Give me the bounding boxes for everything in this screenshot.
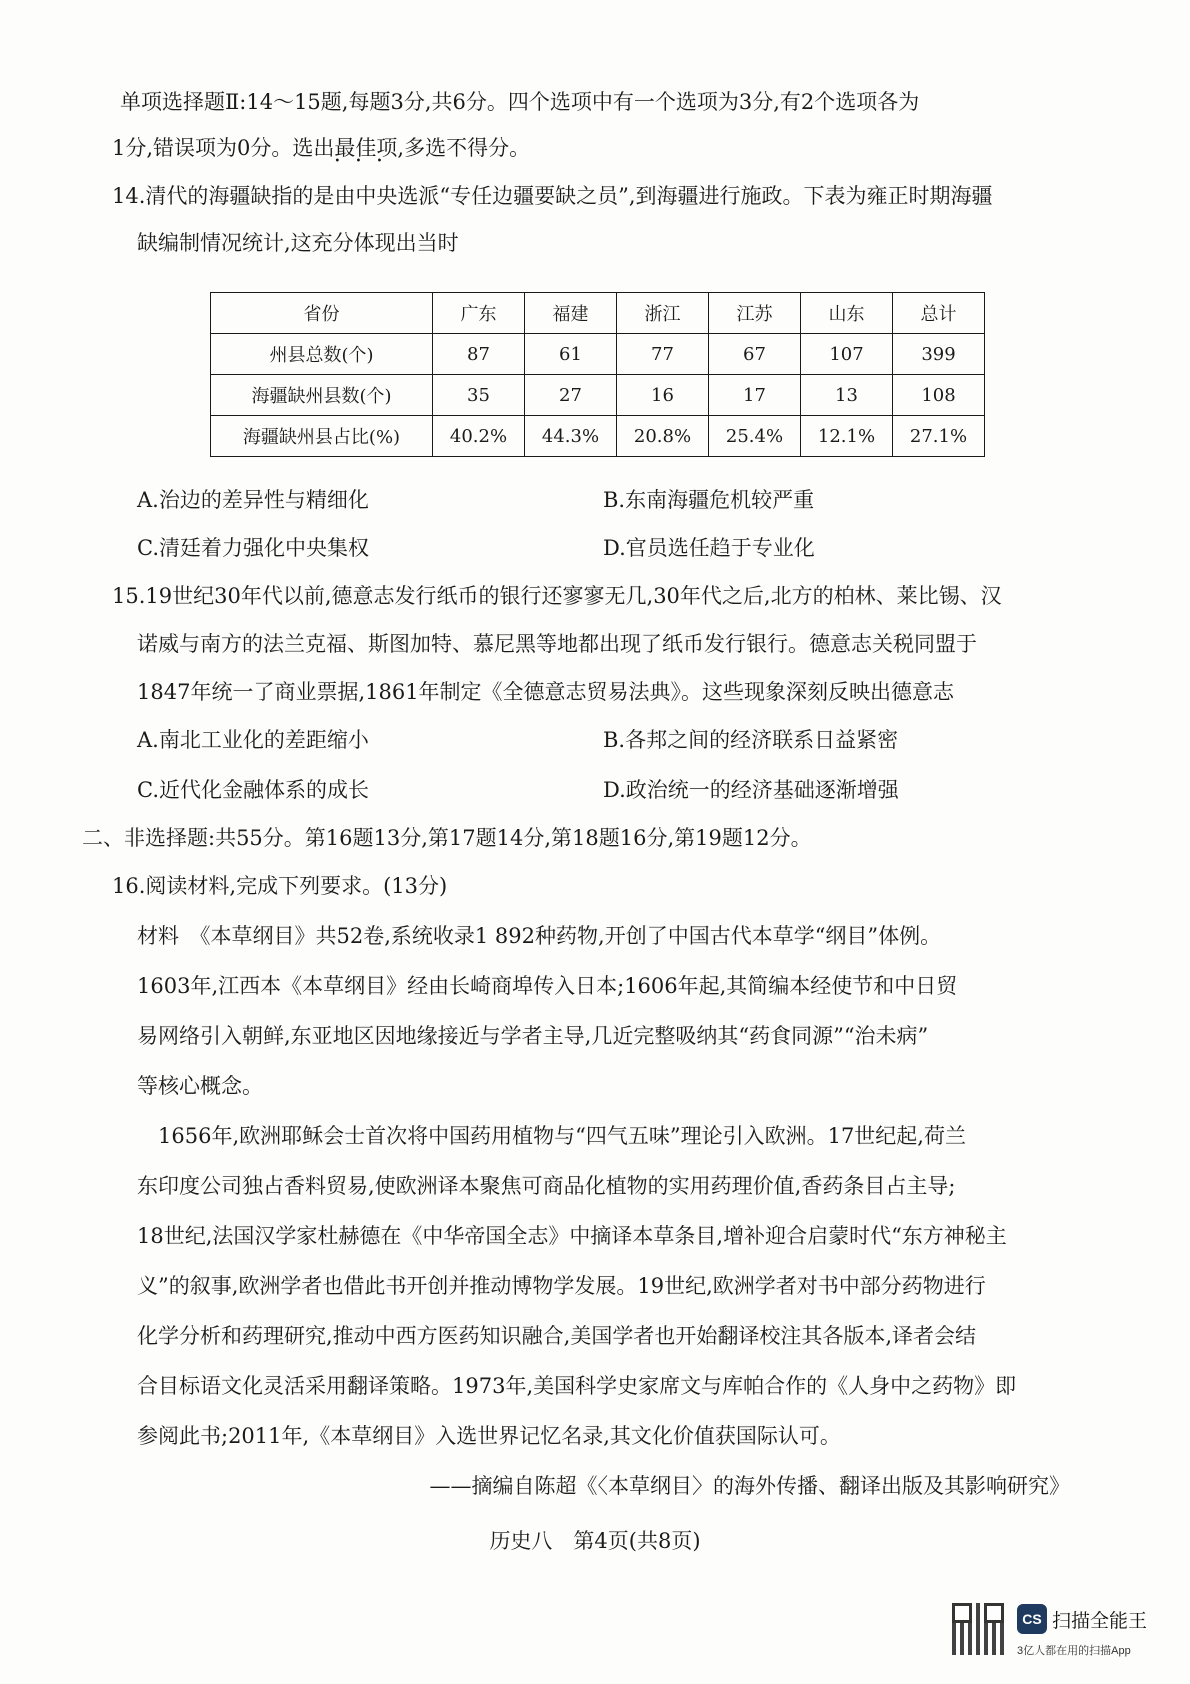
q14-stem-line-2: 缺编制情况统计,这充分体现出当时 [137, 231, 459, 255]
q15-option-d: D.政治统一的经济基础逐渐增强 [603, 778, 899, 802]
q14-option-d: D.官员选任趋于专业化 [603, 536, 815, 560]
table-cell: 35 [433, 375, 525, 416]
q16-material-line: 1656年,欧洲耶稣会士首次将中国药用植物与“四气五味”理论引入欧洲。17世纪起,荷兰 [158, 1124, 966, 1148]
table-header-cell: 浙江 [617, 293, 709, 334]
q14-option-b: B.东南海疆危机较严重 [603, 488, 815, 512]
section-heading: 二、非选择题:共55分。第16题13分,第17题14分,第18题16分,第19题12分。 [82, 826, 812, 850]
table-cell: 44.3% [525, 416, 617, 457]
q14-table [210, 292, 985, 457]
camscanner-name: 扫描全能王 [1052, 1611, 1148, 1632]
instruction-line-2: 1分,错误项为0分。选出最佳项 • • •,多选不得分。 [112, 132, 530, 162]
table-cell: 67 [709, 334, 801, 375]
table-cell: 12.1% [801, 416, 893, 457]
table-cell: 州县总数(个) [211, 334, 433, 375]
q16-material-line: 义”的叙事,欧洲学者也借此书开创并推动博物学发展。19世纪,欧洲学者对书中部分药物进行 [137, 1274, 986, 1298]
camscanner-tagline: 3亿人都在用的扫描App [1017, 1645, 1131, 1657]
table-cell: 107 [801, 334, 893, 375]
table-header-cell: 山东 [801, 293, 893, 334]
table-header-cell: 福建 [525, 293, 617, 334]
q16-material-line: 等核心概念。 [137, 1074, 263, 1098]
q14-option-c: C.清廷着力强化中央集权 [137, 536, 369, 560]
table-cell: 77 [617, 334, 709, 375]
q16-material-line: 1603年,江西本《本草纲目》经由长崎商埠传入日本;1606年起,其简编本经使节和中日贸 [137, 974, 958, 998]
emphasis-text: 最佳项 • • • [334, 136, 397, 160]
table-cell: 87 [433, 334, 525, 375]
q16-title: 16.阅读材料,完成下列要求。(13分) [112, 874, 448, 898]
table-cell: 海疆缺州县数(个) [211, 375, 433, 416]
table-cell: 27 [525, 375, 617, 416]
table-cell: 20.8% [617, 416, 709, 457]
q15-option-a: A.南北工业化的差距缩小 [137, 728, 369, 752]
table-cell: 25.4% [709, 416, 801, 457]
table-cell: 399 [893, 334, 985, 375]
q16-material-line: 18世纪,法国汉学家杜赫德在《中华帝国全志》中摘译本草条目,增补迎合启蒙时代“东方神秘主 [137, 1224, 1007, 1248]
table-cell: 40.2% [433, 416, 525, 457]
instruction-line-1: 单项选择题Ⅱ:14～15题,每题3分,共6分。四个选项中有一个选项为3分,有2个选项各为 [120, 90, 920, 114]
table-header-row [211, 293, 985, 334]
table-cell: 17 [709, 375, 801, 416]
q16-material-line: 化学分析和药理研究,推动中西方医药知识融合,美国学者也开始翻译校注其各版本,译者会结 [137, 1324, 977, 1348]
table-row [211, 334, 985, 375]
q14-stem-line-1: 14.清代的海疆缺指的是由中央选派“专任边疆要缺之员”,到海疆进行施政。下表为雍正时期海疆 [112, 184, 993, 208]
qr-code-icon [952, 1603, 1004, 1655]
q16-material-line: 参阅此书;2011年,《本草纲目》入选世界记忆名录,其文化价值获国际认可。 [137, 1424, 841, 1448]
table-cell: 海疆缺州县占比(%) [211, 416, 433, 457]
table-row [211, 416, 985, 457]
q15-stem-line-2: 诺威与南方的法兰克福、斯图加特、慕尼黑等地都出现了纸币发行银行。德意志关税同盟于 [137, 632, 977, 656]
q16-material-line: 材料 《本草纲目》共52卷,系统收录1 892种药物,开创了中国古代本草学“纲目”体例。 [137, 924, 942, 948]
q16-material-line: 合目标语文化灵活采用翻译策略。1973年,美国科学史家席文与库帕合作的《人身中之药物》即 [137, 1374, 1017, 1398]
table-header-cell: 江苏 [709, 293, 801, 334]
table-header-cell: 广东 [433, 293, 525, 334]
table-row [211, 375, 985, 416]
q16-material-line: 东印度公司独占香料贸易,使欧洲译本聚焦可商品化植物的实用药理价值,香药条目占主导; [137, 1174, 956, 1198]
table-cell: 13 [801, 375, 893, 416]
table-cell: 61 [525, 334, 617, 375]
q16-source: ——摘编自陈超《〈本草纲目〉的海外传播、翻译出版及其影响研究》 [429, 1474, 1070, 1498]
q14-option-a: A.治边的差异性与精细化 [137, 488, 369, 512]
q15-stem-line-3: 1847年统一了商业票据,1861年制定《全德意志贸易法典》。这些现象深刻反映出德意志 [137, 680, 955, 704]
q15-stem-line-1: 15.19世纪30年代以前,德意志发行纸币的银行还寥寥无几,30年代之后,北方的柏林、莱比锡、汉 [112, 584, 1002, 608]
q15-option-b: B.各邦之间的经济联系日益紧密 [603, 728, 899, 752]
table-cell: 27.1% [893, 416, 985, 457]
camscanner-logo-icon: CS [1017, 1604, 1047, 1634]
table-header-cell: 省份 [211, 293, 433, 334]
table-header-cell: 总计 [893, 293, 985, 334]
q15-option-c: C.近代化金融体系的成长 [137, 778, 369, 802]
q16-material-line: 易网络引入朝鲜,东亚地区因地缘接近与学者主导,几近完整吸纳其“药食同源”“治未病” [137, 1024, 929, 1048]
table-cell: 16 [617, 375, 709, 416]
page-footer: 历史八 第4页(共8页) [489, 1529, 701, 1553]
table-cell: 108 [893, 375, 985, 416]
